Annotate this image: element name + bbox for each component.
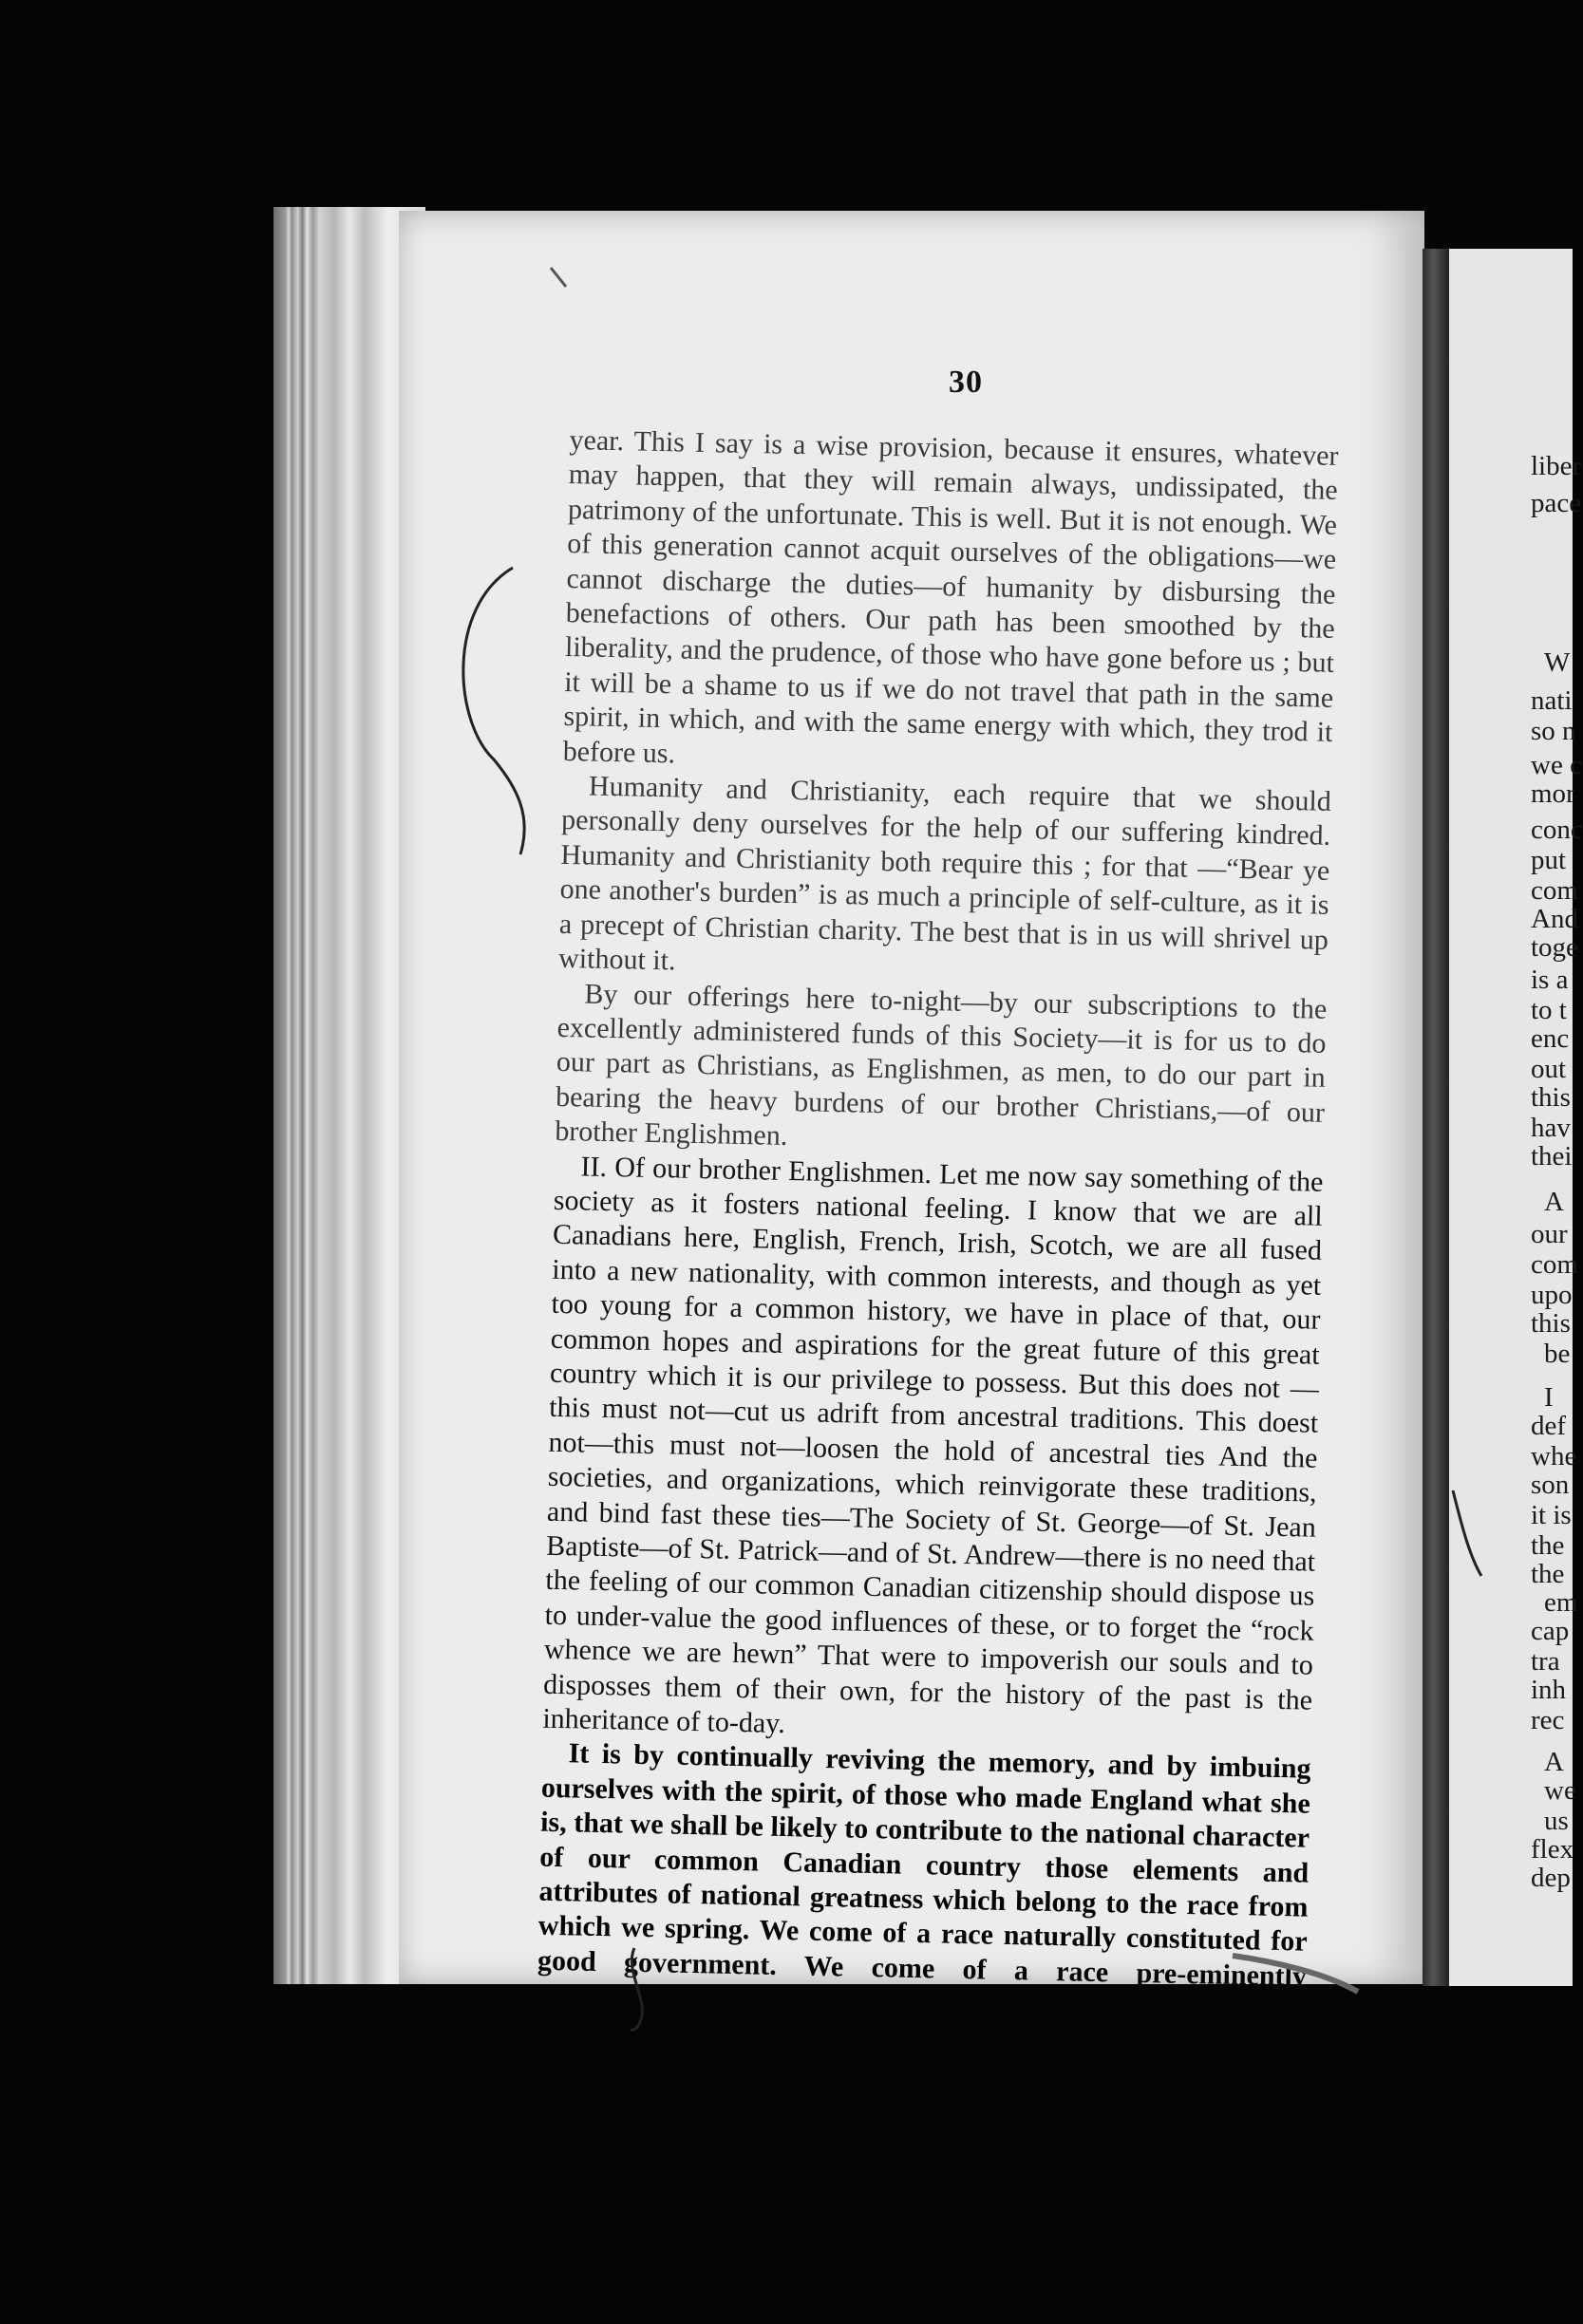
page-number: 30 <box>949 365 983 400</box>
facing-page-text-fragment: be <box>1544 1339 1571 1369</box>
facing-page-text-fragment: this <box>1531 1082 1571 1113</box>
facing-page-text-fragment: mor <box>1531 778 1575 809</box>
facing-page-text-fragment: rec <box>1531 1705 1565 1735</box>
paragraph-4: II. Of our brother Englishmen. Let me now say something of the society as it fosters national feeling. I know that we are all Canadians here, English, French, Irish, Scotch, we are all fused into a new nationality, with common interests, and though as yet too young for a common history, we have in place of that, our common hopes and aspirations for the great future of this great country which it is our privilege to possess. But this does not —this must not—cut us adrift from ancestral traditions. This doest not—this must not—loosen the hold of ancestral ties And the societies, and organizations, which reinvigorate these traditions, and bind fast these ties—The Society of St. George—of St. Jean Baptiste—of St. Patrick—and of St. Andrew—there is no need that the feeling of our common Canadian citizenship should dispose us to under-value the good influences of these, or to forget the “rock whence we are hewn” That were to impoverish our souls and to disposses them of their own, for the history of the past is the inheritance of to-day. <box>542 1150 1324 1740</box>
facing-page-text-fragment: I <box>1544 1382 1554 1413</box>
facing-page-text-fragment: the <box>1531 1559 1565 1589</box>
facing-page-text-fragment: conc <box>1531 815 1583 845</box>
facing-page-text-fragment: tra <box>1531 1646 1560 1677</box>
facing-page-text-fragment: upo <box>1531 1280 1573 1310</box>
facing-page-text-fragment: we <box>1544 1775 1576 1806</box>
facing-page-text-fragment: def <box>1531 1411 1567 1441</box>
margin-bracket-mark <box>463 568 524 854</box>
facing-page-text-fragment: our <box>1531 1219 1568 1249</box>
facing-page-text-fragment: liber <box>1531 451 1582 481</box>
facing-page-text-fragment: is a <box>1531 965 1569 995</box>
paragraph-3: By our offerings here to-night—by our subscriptions to the excellently administered funds of this Society—it is for us to do our part as Christians, as Englishmen, as men, to do our part in bearing the heavy burdens of our brother Christians,—of our brother Englishmen. <box>555 977 1328 1153</box>
top-scratch-mark <box>551 268 566 287</box>
facing-page-text-fragment: this <box>1531 1308 1571 1339</box>
bottom-right-smudge <box>1233 1956 1358 1992</box>
facing-page-text-fragment: out <box>1531 1054 1567 1084</box>
facing-page-text-fragment: W <box>1544 647 1571 678</box>
bottom-hook-mark <box>631 1948 642 2030</box>
paragraph-2: Humanity and Christianity, each require that we should personally deny ourselves for the help of our suffering kindred. Humanity and Christianity both require this ; for that —“Bear ye one another's burden” is as much a principle of self-culture, as it is a precept of Christian charity. The best that is in us will shrivel up without it. <box>557 770 1332 977</box>
facing-page-text-fragment: whe <box>1531 1441 1577 1471</box>
facing-page-text-fragment: cap <box>1531 1616 1570 1646</box>
paragraph-5: It is by continually reviving the memory, and by imbuing ourselves with the spirit, of those who made England what she is, that we shall be likely to contribute to the national character of our common Canadian country those elements and attributes of national greatness which belong to the race from which we spring. We come of a race naturally constituted for good government. We come of a race pre-eminently progressive and pre-eminently conservative— a race in which the instinct of <box>536 1737 1311 2049</box>
facing-page-text-fragment: em <box>1544 1587 1578 1618</box>
facing-page-text-fragment: com <box>1531 1249 1578 1280</box>
facing-page-text-fragment: dep <box>1531 1863 1571 1893</box>
paragraph-1: year. This I say is a wise provision, because it ensures, whatever may happen, that they will remain always, undissipated, the patrimony of the unfortunate. This is well. But it is not enough. We of this generation cannot acquit ourselves of the obligations—we cannot discharge the duties—of humanity by disbursing the benefactions of others. Our path has been smoothed by the liberality, and the prudence, of those who have gone before us ; but it will be a shame to us if we do not travel that path in the same spirit, in which, and with the same energy with which, they trod it before us. <box>562 423 1339 770</box>
facing-page-text-fragment: thei <box>1531 1141 1573 1171</box>
facing-page-text-fragment: A <box>1544 1187 1564 1217</box>
facing-page-text-fragment: we c <box>1531 750 1582 780</box>
facing-page-text-fragment: to t <box>1531 995 1567 1025</box>
facing-page-text-fragment: toge <box>1531 932 1578 963</box>
facing-page-text-fragment: put <box>1531 845 1567 875</box>
right-margin-mark <box>1453 1490 1481 1576</box>
facing-page-text-fragment: hav <box>1531 1113 1571 1143</box>
facing-page-text-fragment: flex <box>1531 1834 1574 1865</box>
facing-page-text-fragment: nati <box>1531 685 1573 716</box>
facing-page-text-fragment: A <box>1544 1747 1564 1777</box>
facing-page-text-fragment: inh <box>1531 1675 1567 1705</box>
facing-page-text-fragment: it is <box>1531 1500 1572 1530</box>
facing-page-text-fragment: pace <box>1531 488 1582 518</box>
facing-page-text-fragment: And <box>1531 904 1578 934</box>
facing-page-text-fragment: us <box>1544 1806 1569 1836</box>
facing-page-text-fragment: the <box>1531 1530 1565 1561</box>
facing-page-text-fragment: so n <box>1531 716 1576 746</box>
facing-page-text-fragment: enc <box>1531 1023 1570 1054</box>
facing-page-text-fragment: son <box>1531 1470 1570 1500</box>
facing-page-text-fragment: com <box>1531 875 1578 906</box>
